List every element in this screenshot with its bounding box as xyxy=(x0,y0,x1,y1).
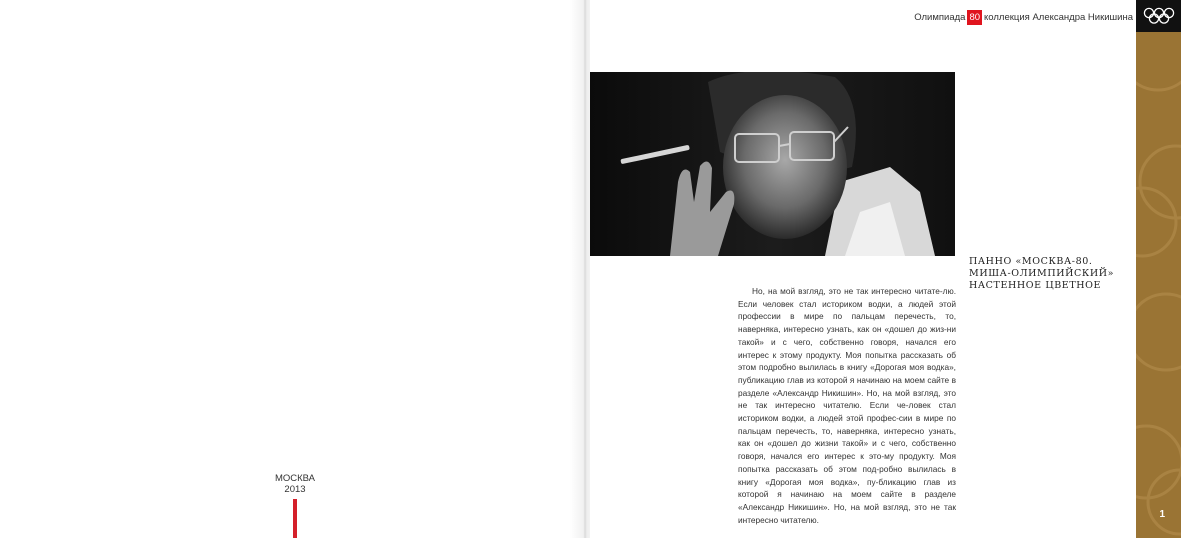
header-suffix: коллекция Александра Никишина xyxy=(984,12,1133,23)
body-paragraph: Но, на мой взгляд, это не так интересно читате-лю. Если человек стал историком водки, а людей этой профессии в мире по пальцам перечесть, то, наверняка, интересно узнать, как он «дошел до жиз-ни такой» и с чего, собственно говоря, начался его интерес к этому продукту. Моя попытка рассказать об этом подробно вылилась в книгу «Дорогая моя водка», публикацию глав из которой я начинаю на моем сайте в разделе «Александр Никишин». Но, на мой взгляд, это не так интересно читателю. Если че-ловек стал историком водки, а людей этой профес-сии в мире по пальцам перечесть, то, наверняка, интересно узнать, как он «дошел до жизни такой» и с чего, собственно говоря, начался его интерес к это-му продукту. Моя попытка рассказать об этом под-робно вылилась в книгу «Дорогая моя водка», пу-бликацию глав из которой я начинаю на моем сайте в разделе «Александр Никишин». Но, на мой взгляд, это не так интересно читателю. xyxy=(738,286,956,525)
rings-pattern xyxy=(1136,32,1181,538)
decorative-strip xyxy=(1136,32,1181,538)
imprint xyxy=(255,473,335,495)
running-header xyxy=(914,10,1133,25)
rings-box xyxy=(1136,0,1181,32)
right-page xyxy=(590,0,1181,538)
caption-line-3: НАСТЕННОЕ ЦВЕТНОЕ xyxy=(969,280,1102,291)
page-number: 1 xyxy=(1159,509,1165,520)
header-badge: 80 xyxy=(969,12,981,23)
photo-portrait xyxy=(590,72,955,256)
city-label: МОСКВА xyxy=(274,473,316,484)
red-accent-bar xyxy=(293,499,297,538)
header-prefix: Олимпиада xyxy=(914,12,966,23)
caption-line-2: МИША-ОЛИМПИЙСКИЙ» xyxy=(969,268,1115,279)
artwork-caption xyxy=(969,256,1129,292)
year-label: 2013 xyxy=(284,484,306,495)
olympic-rings-icon xyxy=(1143,7,1175,25)
caption-line-1: ПАННО «МОСКВА-80. xyxy=(969,256,1093,267)
left-page xyxy=(0,0,585,538)
